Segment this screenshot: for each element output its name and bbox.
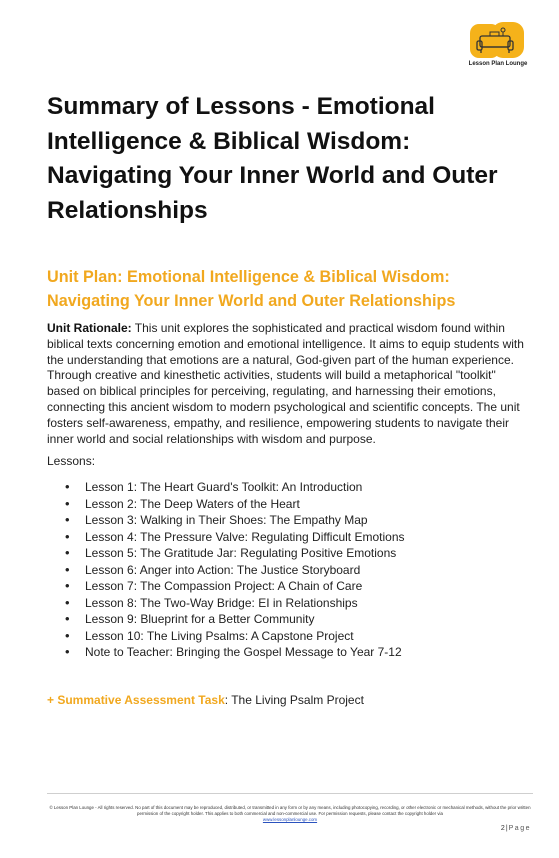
logo-brand-text: Lesson Plan Lounge	[468, 61, 528, 67]
lessons-label: Lessons	[47, 454, 92, 468]
summative-assessment-label: + Summative Assessment Task	[47, 693, 225, 707]
lesson-item: • Lesson 6: Anger into Action: The Justice Storyboard	[64, 562, 405, 579]
unit-rationale-label: Unit Rationale:	[47, 321, 132, 335]
lessons-label-colon: :	[91, 454, 96, 468]
unit-rationale-text: This unit explores the sophisticated and practical wisdom found within biblical texts concerning emotion and emotional intelligence. It aims to equip students with the understanding that emotions are a natural, God-given part of the human experience. Through creative and kinesthetic activities, students will build a metaphorical "toolkit" based on biblical principles for perceiving, regulating, and harnessing their emotions, connecting this ancient wisdom to modern psychological and scientific concepts. The unit fosters self-awareness, empathy, and resilience, empowering students to navigate their inner world and social relationships with wisdom and purpose.	[47, 321, 524, 446]
copyright-notice: © Lesson Plan Lounge - All rights reserved. No part of this document may be reproduced, distributed, or transmitted in any form or by any means, including photocopying, recording, or other electronic or mechanical methods, without the prior written permission of the copyright holder. This applies to both commercial and non-commercial use. For permission requests, please contact the copyright holder via	[49, 805, 531, 817]
unit-rationale	[47, 321, 529, 447]
page-number-value: 2	[500, 825, 505, 832]
lesson-item: • Lesson 8: The Two-Way Bridge: EI in Relationships	[64, 595, 405, 612]
lessons-heading	[47, 454, 95, 468]
page-label: Page	[508, 825, 531, 832]
lesson-item: • Lesson 5: The Gratitude Jar: Regulating Positive Emotions	[64, 545, 405, 562]
teacher-note-item: • Note to Teacher: Bringing the Gospel Message to Year 7-12	[64, 644, 405, 661]
page-title: Summary of Lessons - Emotional Intelligence & Biblical Wisdom: Navigating Your Inner World and Outer Relationships	[47, 93, 498, 224]
footer-copyright	[45, 805, 535, 824]
footer-divider	[47, 793, 533, 794]
lesson-item: • Lesson 1: The Heart Guard's Toolkit: An Introduction	[64, 479, 405, 496]
page-number-separator: |	[505, 825, 508, 832]
summative-assessment	[47, 693, 364, 707]
lesson-item: • Lesson 4: The Pressure Valve: Regulating Difficult Emotions	[64, 529, 405, 546]
lesson-item: • Lesson 10: The Living Psalms: A Capstone Project	[64, 628, 405, 645]
summative-assessment-value: : The Living Psalm Project	[224, 693, 364, 707]
lesson-item: • Lesson 3: Walking in Their Shoes: The Empathy Map	[64, 512, 405, 529]
unit-plan-title: Unit Plan: Emotional Intelligence & Biblical Wisdom: Navigating Your Inner World and Outer Relationships	[47, 268, 456, 310]
website-link[interactable]: www.lessonplanlounge.com	[262, 817, 318, 823]
lessons-list	[64, 479, 405, 661]
page-number	[501, 825, 531, 832]
lesson-item: • Lesson 2: The Deep Waters of the Heart	[64, 496, 405, 513]
lesson-item: • Lesson 7: The Compassion Project: A Chain of Care	[64, 578, 405, 595]
lesson-item: • Lesson 9: Blueprint for a Better Community	[64, 611, 405, 628]
